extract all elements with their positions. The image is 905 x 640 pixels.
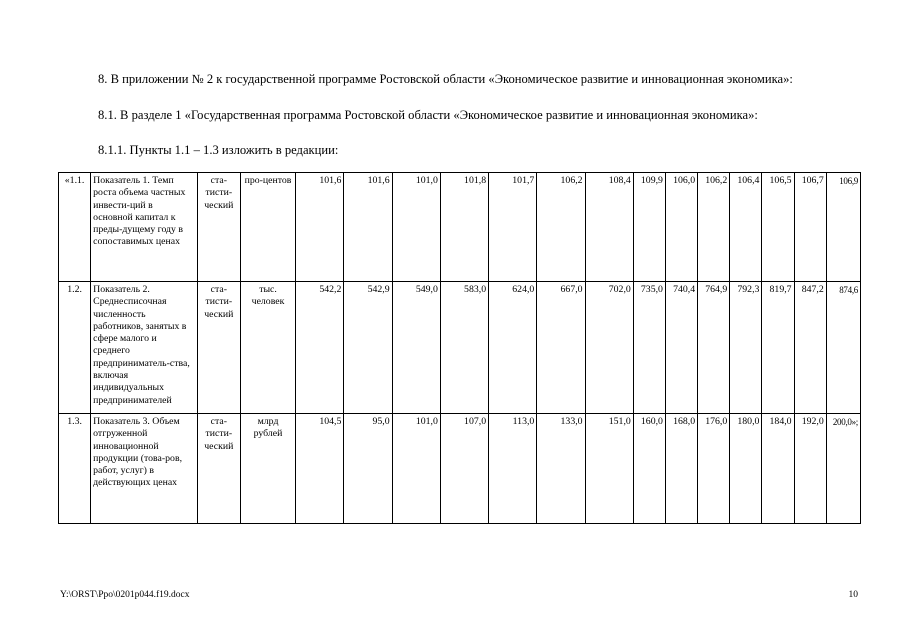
value-cell: 106,2 xyxy=(537,173,585,282)
value-cell: 101,0 xyxy=(392,414,440,524)
value-cell: 192,0 xyxy=(794,414,826,524)
value-cell: 764,9 xyxy=(698,282,730,414)
value-cell: 101,7 xyxy=(489,173,537,282)
table-row xyxy=(59,173,861,282)
value-cell: 667,0 xyxy=(537,282,585,414)
value-cell: 583,0 xyxy=(440,282,488,414)
value-cell: 113,0 xyxy=(489,414,537,524)
value-cell: 133,0 xyxy=(537,414,585,524)
value-cell: 624,0 xyxy=(489,282,537,414)
value-cell: 107,0 xyxy=(440,414,488,524)
row-number: 1.2. xyxy=(59,282,91,414)
value-cell: 106,0 xyxy=(665,173,697,282)
table-row xyxy=(59,282,861,414)
indicator-unit: тыс. человек xyxy=(240,282,295,414)
value-cell: 549,0 xyxy=(392,282,440,414)
indicator-source: ста-тисти-ческий xyxy=(197,414,240,524)
value-cell: 104,5 xyxy=(296,414,344,524)
value-cell: 819,7 xyxy=(762,282,794,414)
value-cell: 702,0 xyxy=(585,282,633,414)
value-cell: 184,0 xyxy=(762,414,794,524)
footer-page-number: 10 xyxy=(848,590,858,600)
row-number: 1.3. xyxy=(59,414,91,524)
indicator-source: ста-тисти-ческий xyxy=(197,282,240,414)
value-cell: 168,0 xyxy=(665,414,697,524)
indicator-unit: про-центов xyxy=(240,173,295,282)
value-cell: 151,0 xyxy=(585,414,633,524)
value-cell: 160,0 xyxy=(633,414,665,524)
value-cell: 542,2 xyxy=(296,282,344,414)
paragraph-8-1: 8.1. В разделе 1 «Государственная программа Ростовской области «Экономическое развитие и инновационная экономика»: xyxy=(98,108,758,122)
value-cell: 101,6 xyxy=(296,173,344,282)
footer-file-path: Y:\ORST\Ppo\0201p044.f19.docx xyxy=(60,590,190,600)
value-cell: 106,5 xyxy=(762,173,794,282)
value-cell: 106,7 xyxy=(794,173,826,282)
indicator-name: Показатель 3. Объем отгруженной инновационной продукции (това-ров, работ, услуг) в действующих ценах xyxy=(91,414,198,524)
indicator-unit: млрд рублей xyxy=(240,414,295,524)
value-cell: 847,2 xyxy=(794,282,826,414)
value-cell: 200,0»; xyxy=(826,414,860,524)
value-cell: 740,4 xyxy=(665,282,697,414)
value-cell: 95,0 xyxy=(344,414,392,524)
value-cell: 874,6 xyxy=(826,282,860,414)
value-cell: 106,2 xyxy=(698,173,730,282)
value-cell: 106,9 xyxy=(826,173,860,282)
indicator-name: Показатель 2. Среднесписочная численность работников, занятых в сфере малого и среднего предприниматель-ства, включая индивидуальных предпринимателей xyxy=(91,282,198,414)
paragraph-8: 8. В приложении № 2 к государственной программе Ростовской области «Экономическое развитие и инновационная экономика»: xyxy=(98,72,793,86)
value-cell: 180,0 xyxy=(730,414,762,524)
value-cell: 101,8 xyxy=(440,173,488,282)
indicator-source: ста-тисти-ческий xyxy=(197,173,240,282)
indicator-name: Показатель 1. Темп роста объема частных инвести-ций в основной капитал к преды-дущему году в сопоставимых ценах xyxy=(91,173,198,282)
value-cell: 109,9 xyxy=(633,173,665,282)
paragraph-8-1-1: 8.1.1. Пункты 1.1 – 1.3 изложить в редакции: xyxy=(98,143,339,157)
value-cell: 106,4 xyxy=(730,173,762,282)
value-cell: 176,0 xyxy=(698,414,730,524)
indicators-table xyxy=(58,172,861,524)
value-cell: 735,0 xyxy=(633,282,665,414)
row-number: «1.1. xyxy=(59,173,91,282)
value-cell: 101,6 xyxy=(344,173,392,282)
value-cell: 108,4 xyxy=(585,173,633,282)
value-cell: 101,0 xyxy=(392,173,440,282)
table-row xyxy=(59,414,861,524)
value-cell: 542,9 xyxy=(344,282,392,414)
value-cell: 792,3 xyxy=(730,282,762,414)
